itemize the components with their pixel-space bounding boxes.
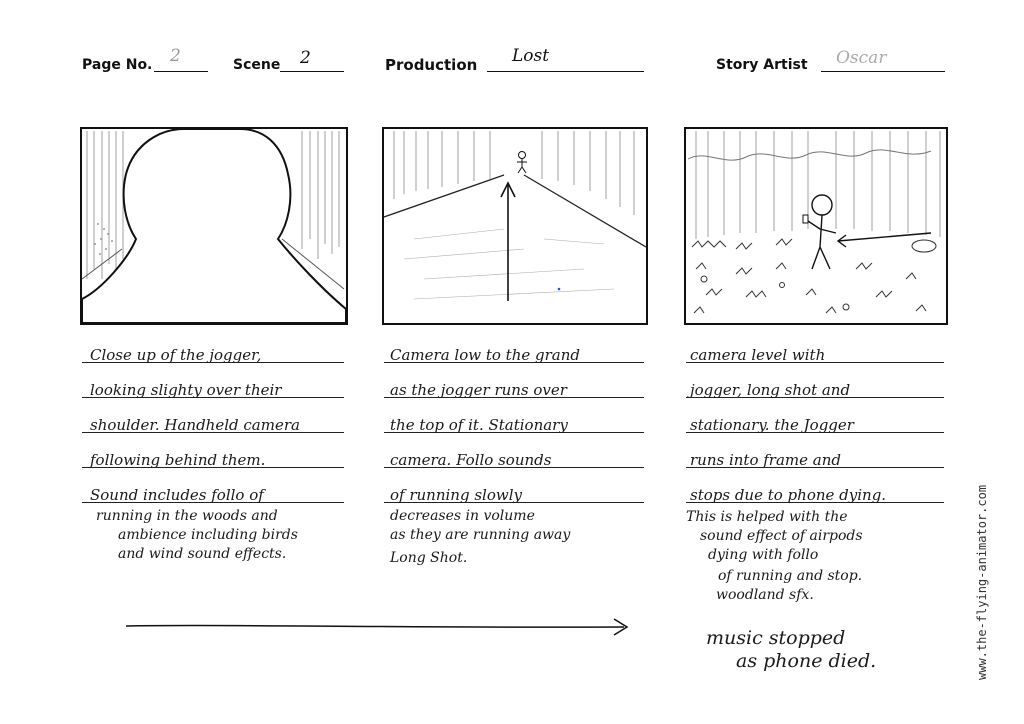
production-value: Lost (512, 46, 550, 66)
storyboard-panel-3 (684, 127, 948, 325)
scene-label: Scene (233, 57, 281, 73)
production-label: Production (385, 56, 478, 74)
storyboard-panel-1 (80, 127, 348, 325)
panel-2-caption-line: camera. Follo sounds (390, 451, 552, 469)
story-artist-label: Story Artist (716, 57, 808, 73)
panel-1-caption-line: following behind them. (90, 451, 266, 469)
panel-1-caption-line: shoulder. Handheld camera (90, 416, 300, 434)
page-no-line (154, 71, 208, 72)
panel-3-note-line: This is helped with the (686, 509, 848, 525)
panel-2-drawing (384, 129, 646, 323)
panel-2-caption-line: of running slowly (390, 486, 522, 504)
panel-3-caption-line: camera level with (690, 346, 826, 364)
continuity-arrow (124, 614, 634, 640)
storyboard-panel-2 (382, 127, 648, 325)
production-line (487, 71, 644, 72)
scene-value: 2 (300, 48, 311, 68)
panel-3-note-line: of running and stop. (718, 568, 863, 584)
story-artist-value: Oscar (836, 48, 887, 68)
panel-2-caption-line: Camera low to the grand (390, 346, 580, 364)
panel-1-drawing (82, 129, 346, 323)
page-no-label: Page No. (82, 57, 153, 73)
music-note-line-1: music stopped (706, 627, 846, 649)
panel-1-caption-line: Close up of the jogger, (90, 346, 262, 364)
panel-1-note-line: running in the woods and (96, 508, 278, 524)
panel-3-caption-line: stationary. the Jogger (690, 416, 854, 434)
scene-line (280, 71, 344, 72)
panel-2-note-line: Long Shot. (390, 550, 468, 566)
panel-3-note-line: sound effect of airpods (700, 528, 863, 544)
music-note-line-2: as phone died. (736, 650, 877, 672)
panel-2-note-line: decreases in volume (390, 508, 535, 524)
panel-1-caption-line: Sound includes follo of (90, 486, 264, 504)
panel-2-caption-line: as the jogger runs over (390, 381, 567, 399)
panel-3-note-line: woodland sfx. (716, 587, 814, 603)
panel-3-drawing (686, 129, 946, 323)
panel-1-note-line: ambience including birds (118, 527, 298, 543)
panel-3-caption-line: jogger, long shot and (690, 381, 851, 399)
panel-2-note-line: as they are running away (390, 527, 571, 543)
panel-3-caption-line: runs into frame and (690, 451, 841, 469)
page-no-value: 2 (170, 46, 181, 66)
panel-2-caption-line: the top of it. Stationary (390, 416, 568, 434)
panel-3-caption-line: stops due to phone dying. (690, 486, 887, 504)
site-watermark: www.the-flying-animator.com (975, 484, 989, 680)
panel-1-caption-line: looking slighty over their (90, 381, 282, 399)
panel-3-note-line: dying with follo (708, 547, 819, 563)
panel-1-note-line: and wind sound effects. (118, 546, 287, 562)
story-artist-line (821, 71, 945, 72)
